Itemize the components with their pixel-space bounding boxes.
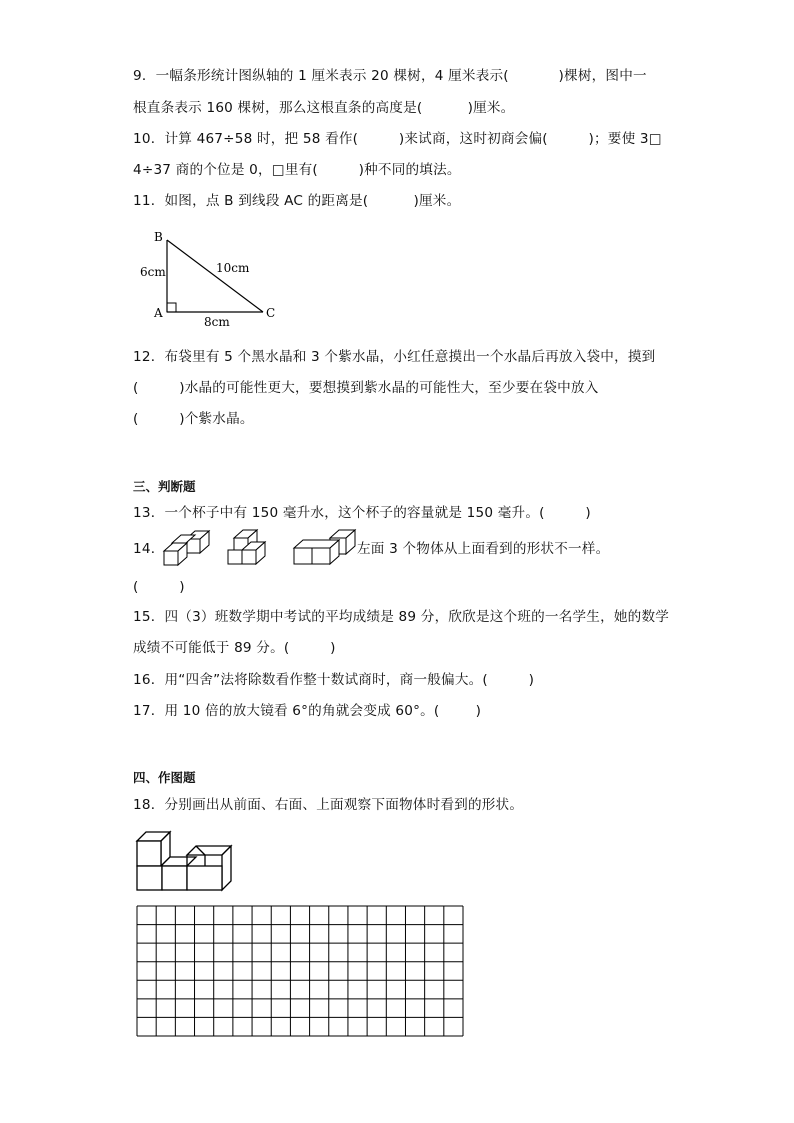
section-3-title: 三、判断题	[133, 479, 196, 494]
side-ac-label: 8cm	[204, 315, 230, 329]
vertex-a-label: A	[154, 306, 163, 320]
cube-object-figure	[135, 830, 235, 892]
q12-line3: ( )个紫水晶。	[133, 411, 254, 427]
q16-line: 16．用“四舍”法将除数看作整十数试商时，商一般偏大。( )	[133, 672, 535, 688]
q10-line1: 10．计算 467÷58 时，把 58 看作( )来试商，这时初商会偏( )；要使 3□	[133, 131, 662, 147]
q13-line: 13．一个杯子中有 150 毫升水，这个杯子的容量就是 150 毫升。( )	[133, 505, 591, 521]
q9-line1: 9．一幅条形统计图纵轴的 1 厘米表示 20 棵树，4 厘米表示( )棵树，图中一	[133, 68, 647, 84]
vertex-c-label: C	[266, 306, 276, 320]
cube-figure-1	[162, 530, 212, 566]
drawing-grid[interactable]	[136, 905, 466, 1037]
triangle-figure	[137, 228, 287, 328]
q10-line2: 4÷37 商的个位是 0，□里有( )种不同的填法。	[133, 162, 461, 178]
q14-text: 左面 3 个物体从上面看到的形状不一样。	[357, 541, 610, 557]
cube-figure-2	[226, 530, 276, 566]
q18-line: 18．分别画出从前面、右面、上面观察下面物体时看到的形状。	[133, 797, 524, 813]
q9-line2: 根直条表示 160 棵树，那么这根直条的高度是( )厘米。	[133, 100, 515, 116]
q14-answer-blank: ( )	[133, 579, 185, 595]
q15-line1: 15．四（3）班数学期中考试的平均成绩是 89 分，欣欣是这个班的一名学生，她的数学	[133, 609, 670, 625]
cube-figure-3	[292, 530, 358, 566]
q15-line2: 成绩不可能低于 89 分。( )	[133, 640, 336, 656]
q12-line1: 12．布袋里有 5 个黑水晶和 3 个紫水晶，小红任意摸出一个水晶后再放入袋中，摸到	[133, 349, 656, 365]
q12-line2: ( )水晶的可能性更大，要想摸到紫水晶的可能性大，至少要在袋中放入	[133, 380, 599, 396]
q17-line: 17．用 10 倍的放大镜看 6°的角就会变成 60°。( )	[133, 703, 482, 719]
q14-number: 14．	[133, 541, 165, 557]
side-ab-label: 6cm	[140, 265, 166, 279]
section-4-title: 四、作图题	[133, 770, 196, 785]
vertex-b-label: B	[154, 230, 163, 244]
side-bc-label: 10cm	[216, 261, 250, 275]
q11-line: 11．如图，点 B 到线段 AC 的距离是( )厘米。	[133, 193, 461, 209]
